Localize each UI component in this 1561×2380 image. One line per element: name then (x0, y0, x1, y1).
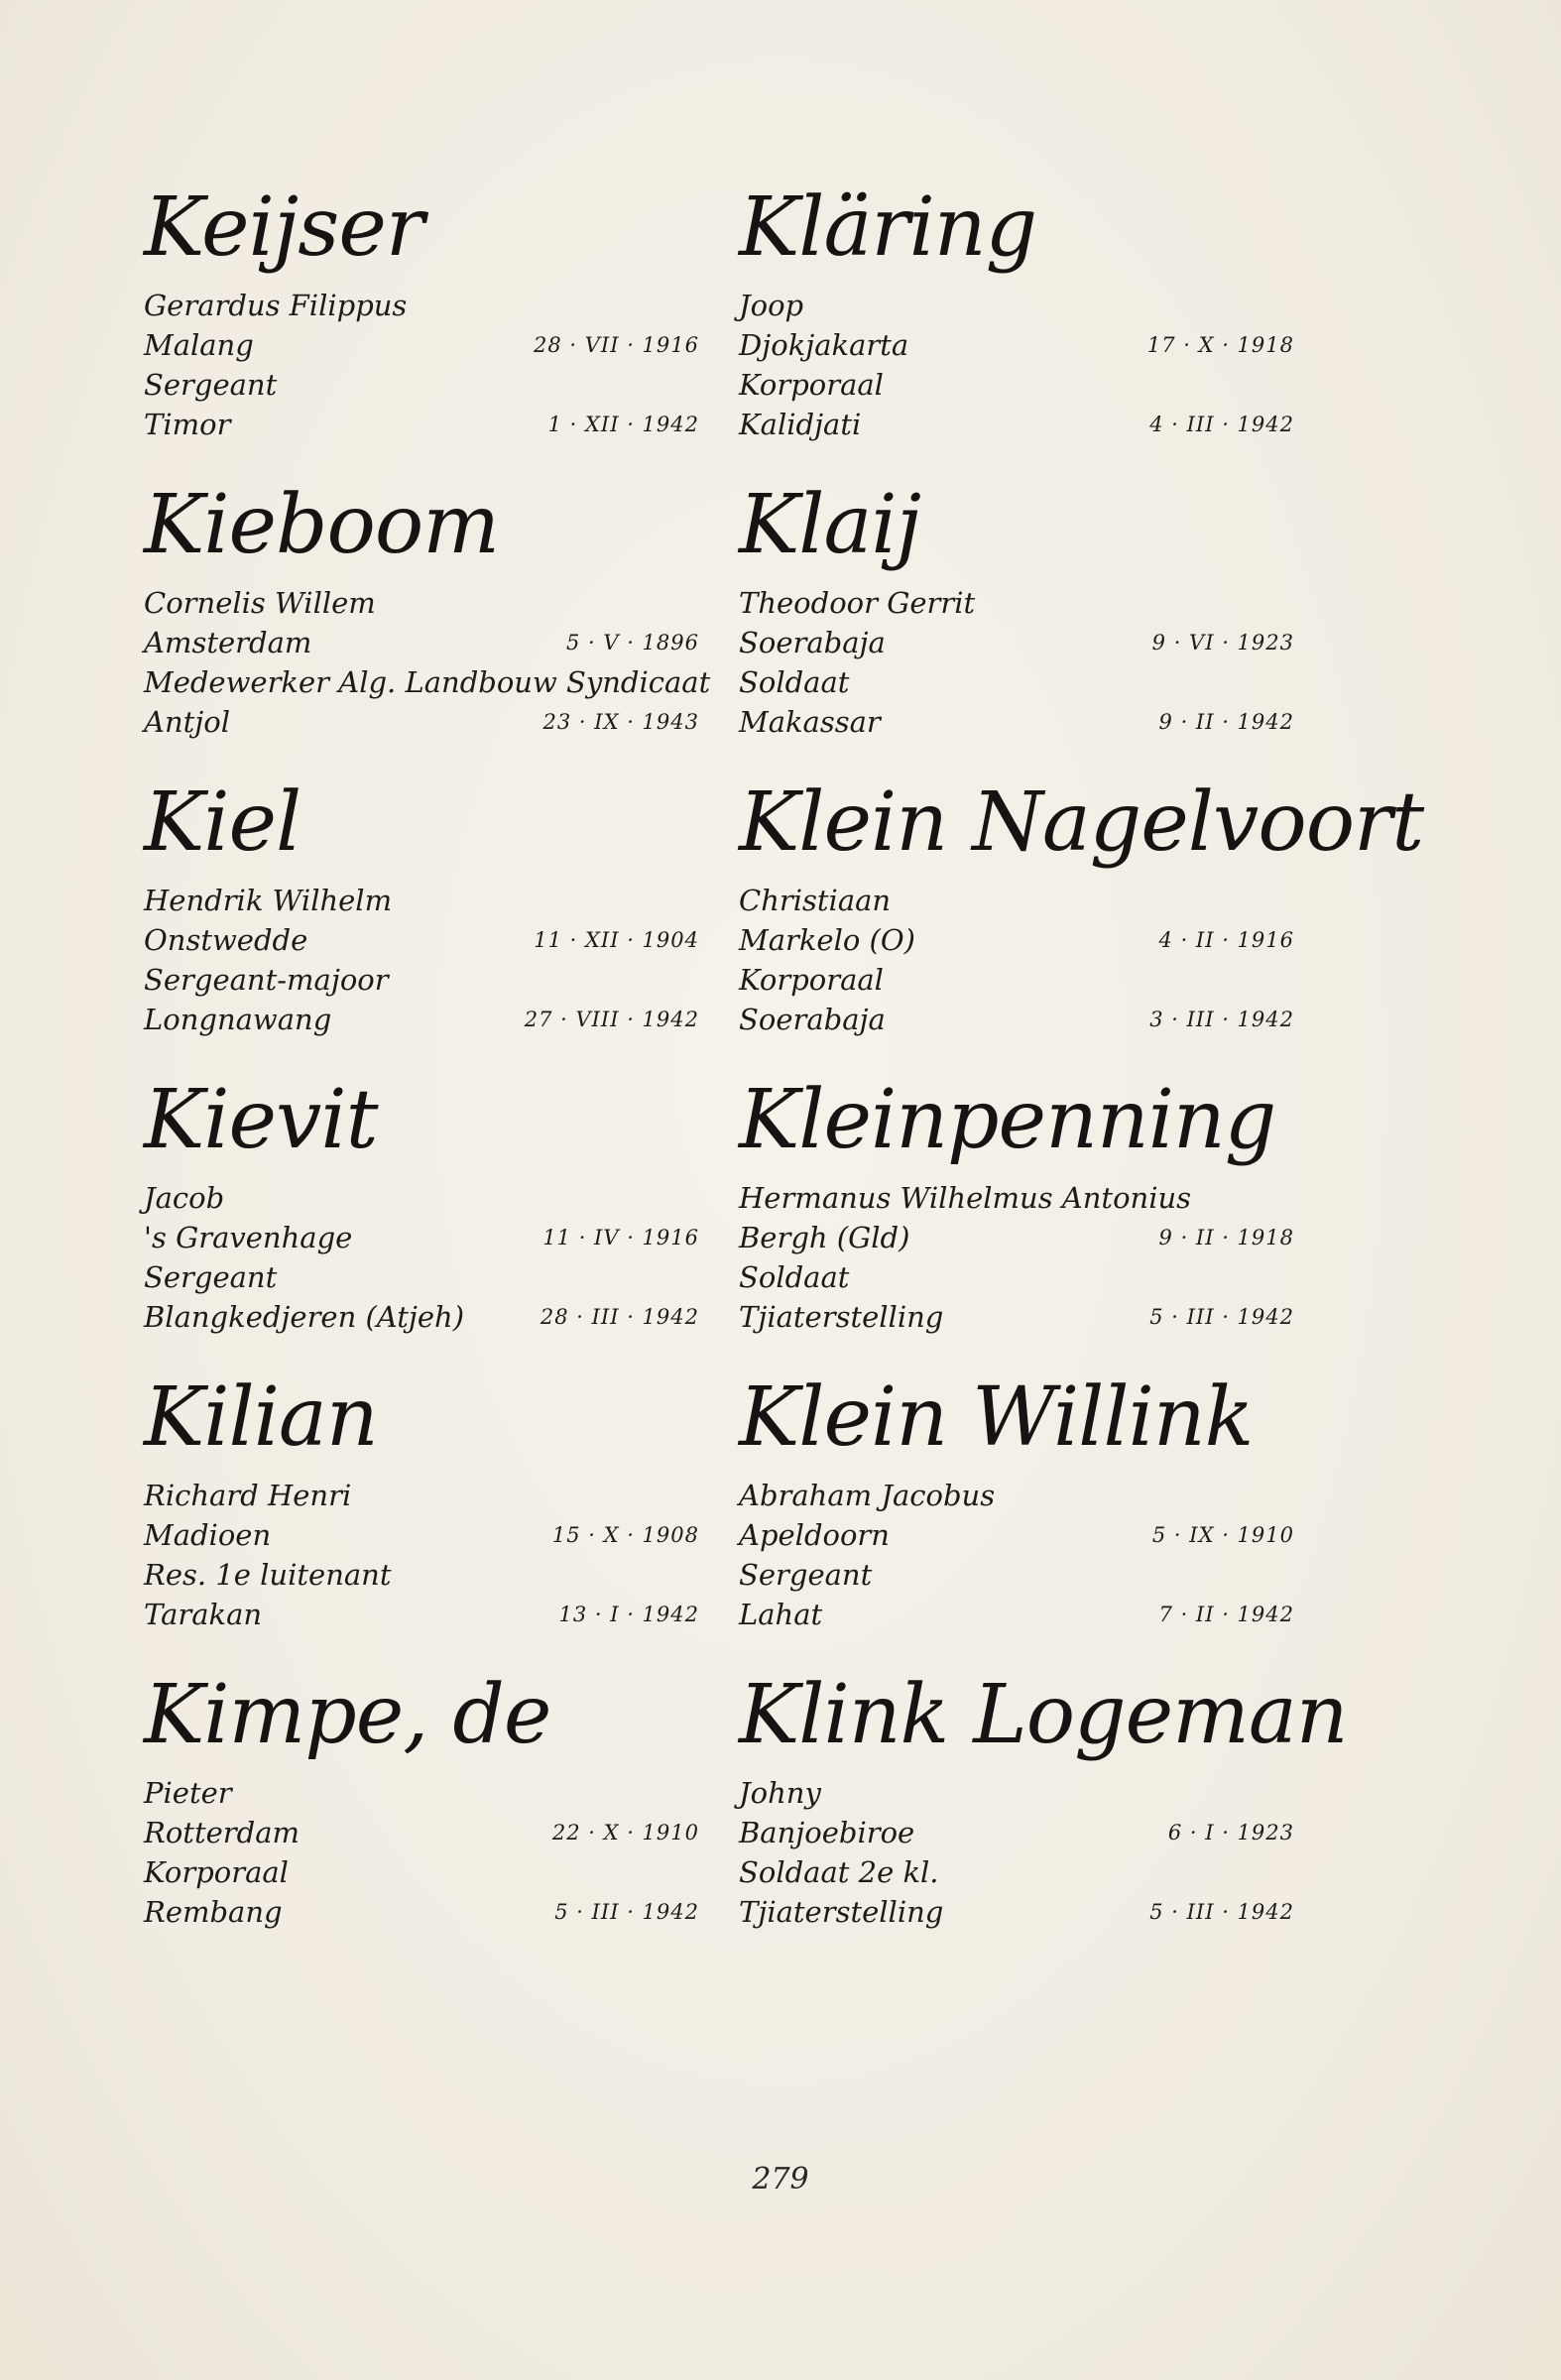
surname-heading: Klink Logeman (739, 1668, 1348, 1762)
detail-date: 13 · I · 1942 (558, 1603, 699, 1626)
detail-line (739, 662, 1294, 702)
detail-text: Joop (739, 289, 804, 322)
detail-date: 15 · X · 1908 (551, 1523, 699, 1547)
surname-heading: Kleinpenning (739, 1073, 1276, 1167)
detail-text: Banjoebiroe (739, 1816, 915, 1849)
surname-heading: Kilian (144, 1370, 378, 1465)
detail-line (144, 365, 699, 405)
detail-text: Jacob (144, 1181, 225, 1215)
detail-date: 5 · V · 1896 (565, 631, 699, 654)
detail-line (144, 1892, 699, 1932)
detail-line (144, 960, 699, 1000)
detail-line (144, 623, 699, 662)
detail-line (144, 286, 699, 325)
detail-text: Tjiaterstelling (739, 1300, 944, 1334)
detail-date: 28 · VII · 1916 (534, 333, 699, 357)
left-column (144, 178, 711, 1964)
detail-text: Amsterdam (144, 626, 312, 659)
entry-details (739, 583, 1294, 742)
detail-text: Lahat (739, 1598, 823, 1631)
detail-date: 5 · III · 1942 (554, 1900, 699, 1924)
detail-line (144, 1595, 699, 1634)
detail-line (739, 1218, 1294, 1257)
detail-date: 6 · I · 1923 (1167, 1821, 1294, 1844)
name-entry (739, 1071, 1294, 1368)
detail-text: Korporaal (739, 963, 884, 997)
detail-text: Res. 1e luitenant (144, 1558, 392, 1592)
entry-details (739, 881, 1294, 1039)
name-entry (739, 774, 1424, 1071)
detail-text: Soerabaja (739, 1003, 886, 1036)
detail-text: Pieter (144, 1776, 232, 1810)
detail-text: Antjol (144, 705, 230, 739)
detail-date: 9 · II · 1942 (1158, 710, 1294, 734)
detail-text: Blangkedjeren (Atjeh) (144, 1300, 465, 1334)
detail-text: Theodoor Gerrit (739, 586, 976, 620)
detail-text: Sergeant-majoor (144, 963, 389, 997)
detail-line (144, 1555, 699, 1595)
detail-date: 23 · IX · 1943 (542, 710, 699, 734)
detail-text: Djokjakarta (739, 328, 909, 362)
detail-date: 27 · VIII · 1942 (524, 1008, 699, 1031)
entry-details (739, 286, 1294, 444)
detail-line (144, 881, 699, 920)
detail-text: Sergeant (144, 368, 278, 402)
detail-text: Apeldoorn (739, 1518, 890, 1552)
detail-text: Madioen (144, 1518, 272, 1552)
detail-date: 28 · III · 1942 (540, 1305, 699, 1329)
name-entry (144, 1071, 699, 1368)
detail-text: Sergeant (144, 1260, 278, 1294)
detail-date: 3 · III · 1942 (1149, 1008, 1294, 1031)
detail-text: Tarakan (144, 1598, 263, 1631)
detail-line (739, 1595, 1294, 1634)
entry-details (144, 881, 699, 1039)
detail-date: 11 · IV · 1916 (542, 1226, 699, 1250)
detail-line (144, 1813, 699, 1852)
detail-line (739, 1257, 1294, 1297)
detail-line (144, 1297, 699, 1337)
detail-text: Tjiaterstelling (739, 1895, 944, 1929)
name-entry (144, 1666, 699, 1964)
detail-text: Markelo (O) (739, 923, 915, 957)
detail-text: Gerardus Filippus (144, 289, 408, 322)
detail-text: Korporaal (144, 1855, 289, 1889)
detail-date: 11 · XII · 1904 (534, 928, 699, 952)
detail-text: Korporaal (739, 368, 884, 402)
detail-line (144, 325, 699, 365)
detail-text: Cornelis Willem (144, 586, 376, 620)
detail-date: 5 · IX · 1910 (1151, 1523, 1294, 1547)
detail-text: Onstwedde (144, 923, 308, 957)
detail-line (144, 702, 699, 742)
surname-heading: Klein Willink (739, 1370, 1254, 1465)
detail-text: Rotterdam (144, 1816, 300, 1849)
name-entry (144, 1368, 699, 1666)
detail-text: Longnawang (144, 1003, 332, 1036)
detail-text: Hermanus Wilhelmus Antonius (739, 1181, 1192, 1215)
detail-line (739, 325, 1294, 365)
entry-details (144, 583, 711, 742)
detail-line (144, 1476, 699, 1515)
detail-line (144, 1000, 699, 1039)
detail-line (739, 881, 1294, 920)
detail-line (739, 1515, 1294, 1555)
name-entry (739, 1368, 1294, 1666)
detail-line (739, 1555, 1294, 1595)
detail-date: 22 · X · 1910 (551, 1821, 699, 1844)
detail-date: 4 · III · 1942 (1149, 413, 1294, 436)
detail-line (144, 1257, 699, 1297)
surname-heading: Kiel (144, 775, 301, 870)
detail-line (739, 1852, 1294, 1892)
detail-line (739, 1892, 1294, 1932)
detail-line (739, 583, 1294, 623)
detail-text: Makassar (739, 705, 881, 739)
detail-date: 5 · III · 1942 (1149, 1305, 1294, 1329)
detail-date: 1 · XII · 1942 (547, 413, 699, 436)
detail-text: Rembang (144, 1895, 283, 1929)
surname-heading: Klein Nagelvoort (739, 775, 1424, 870)
detail-line (144, 1515, 699, 1555)
surname-heading: Kläring (739, 180, 1037, 275)
detail-text: Malang (144, 328, 254, 362)
detail-line (739, 1476, 1294, 1515)
detail-line (144, 1178, 699, 1218)
entry-details (144, 286, 699, 444)
detail-text: Sergeant (739, 1558, 873, 1592)
detail-text: Soldaat 2e kl. (739, 1855, 939, 1889)
surname-heading: Klaij (739, 478, 921, 572)
detail-text: 's Gravenhage (144, 1221, 353, 1254)
detail-text: Medewerker Alg. Landbouw Syndicaat (144, 665, 711, 699)
entry-details (739, 1476, 1294, 1634)
surname-heading: Kieboom (144, 478, 499, 572)
detail-line (739, 1813, 1294, 1852)
detail-line (739, 1297, 1294, 1337)
detail-date: 9 · II · 1918 (1158, 1226, 1294, 1250)
detail-line (739, 920, 1294, 960)
detail-text: Bergh (Gld) (739, 1221, 910, 1254)
detail-text: Timor (144, 408, 231, 441)
detail-text: Johny (739, 1776, 821, 1810)
detail-line (144, 405, 699, 444)
detail-date: 5 · III · 1942 (1149, 1900, 1294, 1924)
detail-line (739, 960, 1294, 1000)
entry-details (144, 1476, 699, 1634)
name-entry (739, 178, 1294, 476)
detail-date: 7 · II · 1942 (1158, 1603, 1294, 1626)
surname-heading: Kimpe, de (144, 1668, 551, 1762)
detail-line (739, 1773, 1294, 1813)
detail-text: Soldaat (739, 1260, 850, 1294)
name-entry (739, 1666, 1348, 1964)
detail-text: Christiaan (739, 884, 892, 917)
detail-line (739, 286, 1294, 325)
detail-text: Abraham Jacobus (739, 1479, 996, 1512)
entry-details (144, 1773, 699, 1932)
detail-text: Hendrik Wilhelm (144, 884, 393, 917)
detail-text: Richard Henri (144, 1479, 352, 1512)
page-number: 279 (752, 2162, 809, 2197)
detail-line (739, 405, 1294, 444)
right-column (739, 178, 1424, 1964)
name-entry (144, 178, 699, 476)
surname-heading: Keijser (144, 180, 424, 275)
detail-line (144, 1218, 699, 1257)
name-entry (739, 476, 1294, 774)
entry-details (739, 1178, 1294, 1337)
detail-line (144, 583, 699, 623)
detail-line (144, 662, 711, 702)
detail-line (739, 1000, 1294, 1039)
name-entry (144, 476, 711, 774)
detail-line (739, 702, 1294, 742)
detail-text: Kalidjati (739, 408, 862, 441)
detail-text: Soldaat (739, 665, 850, 699)
entry-details (144, 1178, 699, 1337)
detail-date: 9 · VI · 1923 (1151, 631, 1294, 654)
detail-date: 4 · II · 1916 (1158, 928, 1294, 952)
detail-date: 17 · X · 1918 (1146, 333, 1294, 357)
detail-text: Soerabaja (739, 626, 886, 659)
detail-line (739, 623, 1294, 662)
detail-line (739, 1178, 1294, 1218)
detail-line (144, 920, 699, 960)
detail-line (739, 365, 1294, 405)
surname-heading: Kievit (144, 1073, 378, 1167)
name-entry (144, 774, 699, 1071)
detail-line (144, 1773, 699, 1813)
entry-details (739, 1773, 1294, 1932)
detail-line (144, 1852, 699, 1892)
